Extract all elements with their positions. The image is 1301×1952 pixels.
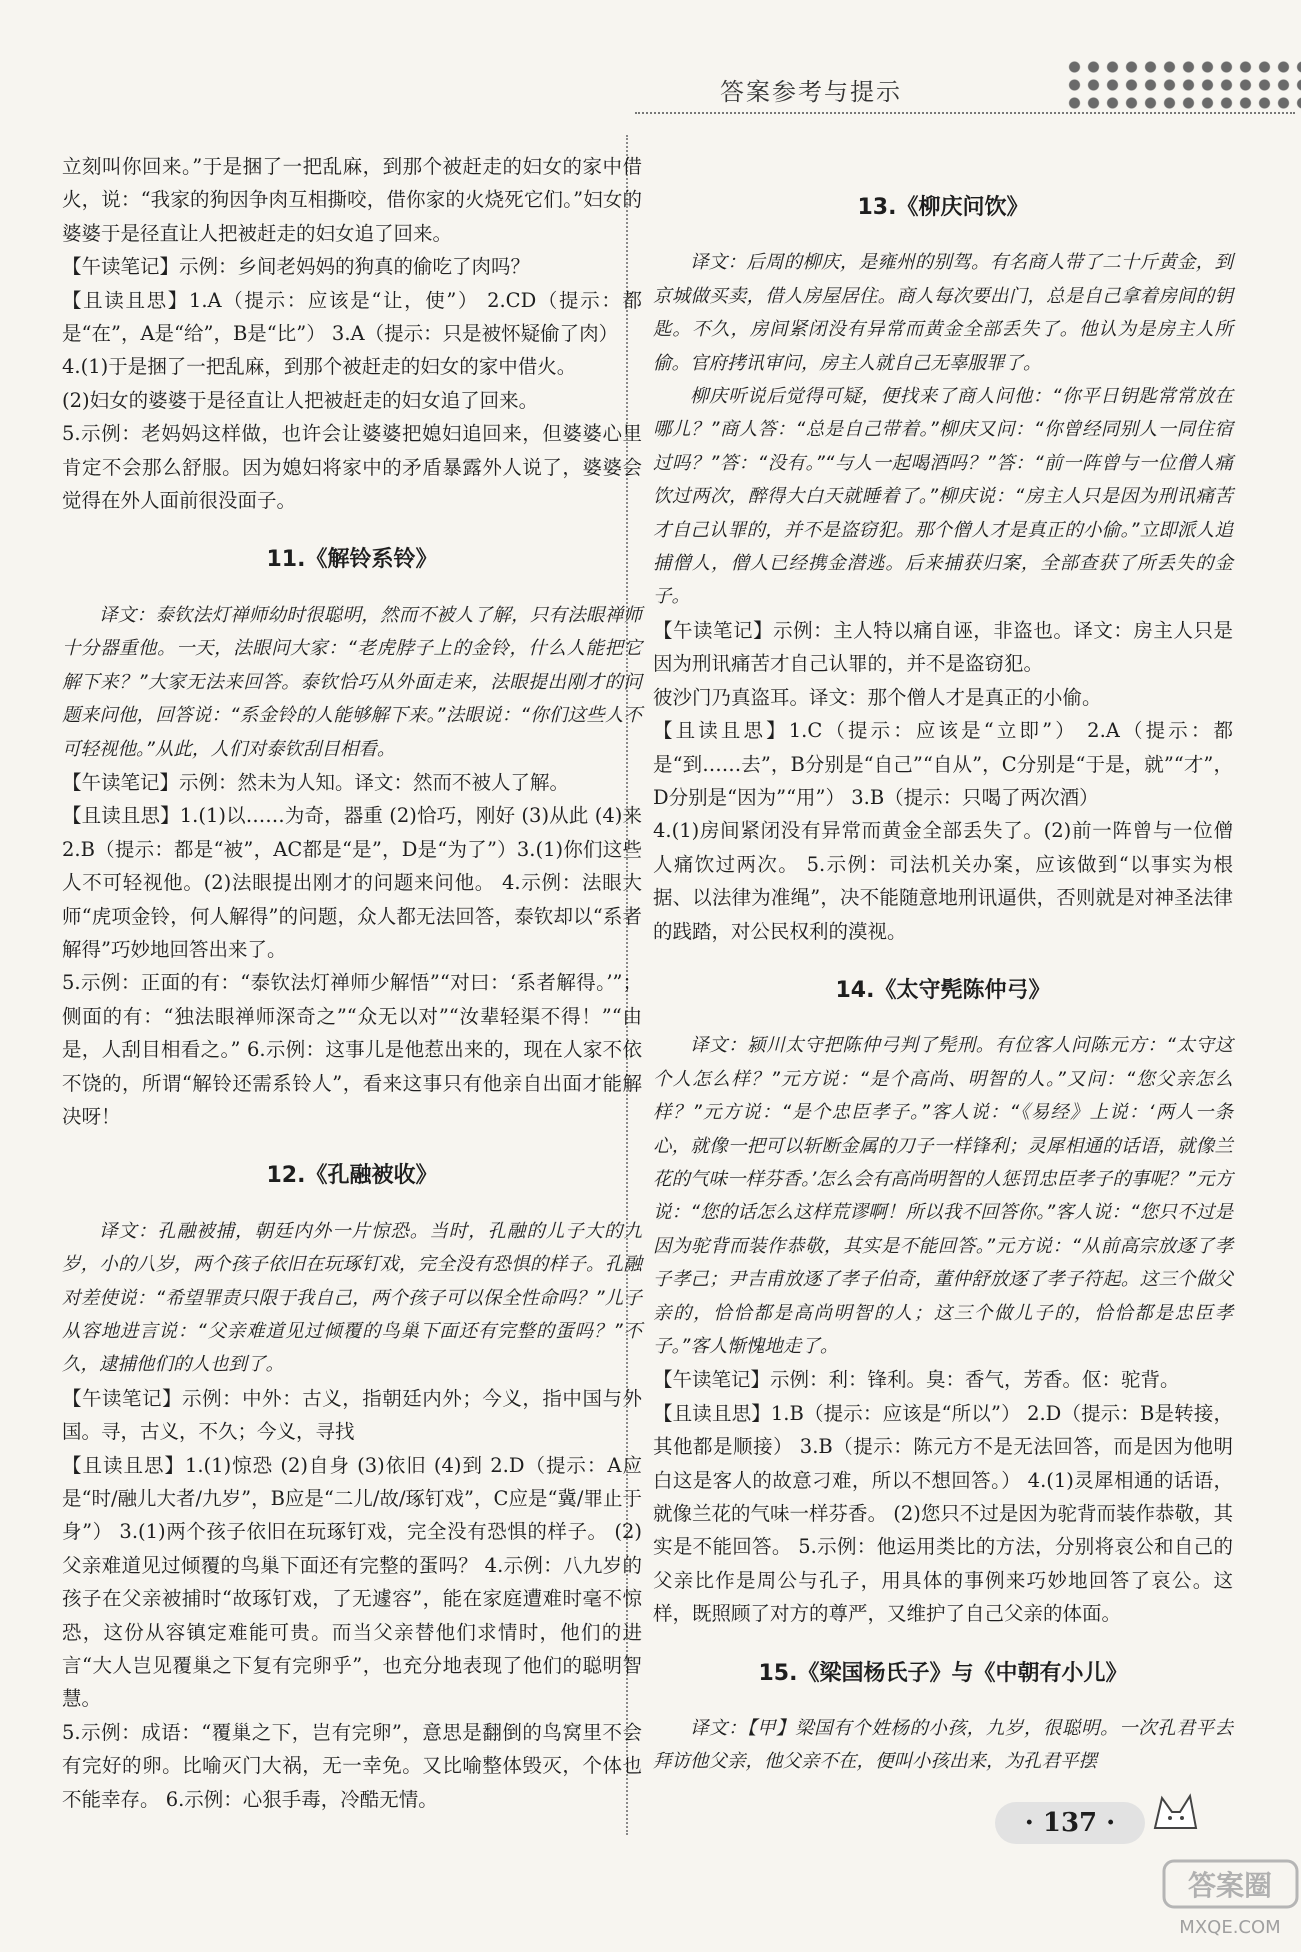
section-title: 12.《孔融被收》 xyxy=(266,1163,438,1189)
answer-paragraph: 【午读笔记】示例：中外：古义，指朝廷内外；今义，指中国与外国。寻，古义，不久；今义，寻找 xyxy=(62,1386,642,1444)
answer-paragraph: (2)妇女的婆婆于是径直让人把被赶走的妇女追了回来。 xyxy=(62,388,539,412)
page-number: · 137 · xyxy=(995,1802,1145,1844)
answer-paragraph: 【午读笔记】示例：然未为人知。译文：然而不被人了解。 xyxy=(62,770,570,794)
running-head: 答案参考与提示 xyxy=(720,78,902,106)
translation-paragraph: 译文：颍川太守把陈仲弓判了髡刑。有位客人问陈元方：“太守这个人怎么样？”元方说：“是个高尚、明智的人。”又问：“您父亲怎么样？”元方说：“是个忠臣孝子。”客人说：“《易经》上说：‘两人一条心，就像一把可以斩断金属的刀子一样锋利；灵犀相通的话语，就像兰花的气味一样芬香。’怎么会有高尚明智的人惩罚忠臣孝子的事呢？”元方说：“您的话怎么这样荒谬啊！所以我不回答你。”客人说：“您只不过是因为驼背而装作恭敬，其实是不能回答。”元方说：“从前高宗放逐了孝子孝己；尹吉甫放逐了孝子伯奇，董仲舒放逐了孝子符起。这三个做父亲的，恰恰都是高尚明智的人；这三个做儿子的，恰恰都是忠臣孝子。”客人惭愧地走了。 xyxy=(653,1035,1233,1357)
answer-paragraph: 5.示例：成语：“覆巢之下，岂有完卵”，意思是翻倒的鸟窝里不会有完好的卵。比喻灭门大祸，无一幸免。又比喻整体毁灭，个体也不能幸存。 6.示例：心狠手毒，冷酷无情。 xyxy=(62,1720,642,1811)
translation-paragraph: 译文：后周的柳庆，是雍州的别驾。有名商人带了二十斤黄金，到京城做买卖，借人房屋居住。商人每次要出门，总是自己拿着房间的钥匙。不久，房间紧闭没有异常而黄金全部丢失了。他认为是房主人所偷。官府拷讯审问，房主人就自己无辜服罪了。 xyxy=(653,252,1233,374)
answer-paragraph: 5.示例：老妈妈这样做，也许会让婆婆把媳妇追回来，但婆婆心里肯定不会那么舒服。因为媳妇将家中的矛盾暴露外人说了，婆婆会觉得在外人面前很没面子。 xyxy=(62,422,642,513)
section-title: 15.《梁国杨氏子》与《中朝有小儿》 xyxy=(758,1660,1128,1686)
section-title: 13.《柳庆问饮》 xyxy=(857,195,1029,220)
header-rule xyxy=(635,112,1295,114)
answer-paragraph: 【且读且思】1.A（提示：应该是“让，使”） 2.CD（提示：都是“在”，A是“给”，B是“比”） 3.A（提示：只是被怀疑偷了肉） xyxy=(62,288,642,346)
decorative-dots xyxy=(1065,58,1301,112)
answer-paragraph: 【且读且思】1.B（提示：应该是“所以”） 2.D（提示：B是转接，其他都是顺接） 3.B（提示：陈元方不是无法回答，而是因为他明白这是客人的故意刁难，所以不想回答。） 4.(1)灵犀相通的话语，就像兰花的气味一样芬香。 (2)您只不过是因为驼背而装作恭敬，其实是不能回答。 5.示例：他运用类比的方法，分别将哀公和自己的父亲比作是周公与孔子，用具体的事例来巧妙地回答了哀公。这样，既照顾了对方的尊严，又维护了自己父亲的体面。 xyxy=(653,1401,1233,1626)
svg-text:答案圈: 答案圈 xyxy=(1187,1869,1273,1902)
svg-text:MXQE.COM: MXQE.COM xyxy=(1179,1917,1281,1938)
answer-paragraph: 【午读笔记】示例：利：锋利。臭：香气，芳香。伛：驼背。 xyxy=(653,1368,1180,1392)
right-column xyxy=(653,165,1233,1779)
translation-paragraph: 柳庆听说后觉得可疑，便找来了商人问他：“你平日钥匙常常放在哪儿？”商人答：“总是自己带着。”柳庆又问：“你曾经同别人一同住宿过吗？”答：“没有。”“与人一起喝酒吗？”答：“前一阵曾与一位僧人痛饮过两次，醉得大白天就睡着了。”柳庆说：“房主人只是因为刑讯痛苦才自己认罪的，并不是盗窃犯。那个僧人才是真正的小偷。”立即派人追捕僧人，僧人已经携金潜逃。后来捕获归案，全部查获了所丢失的金子。 xyxy=(653,386,1233,608)
answer-paragraph: 【午读笔记】示例：主人特以痛自诬，非盗也。译文：房主人只是因为刑讯痛苦才自己认罪的，并不是盗窃犯。 xyxy=(653,618,1233,676)
answer-paragraph: 【且读且思】1.(1)以……为奇，器重 (2)恰巧，刚好 (3)从此 (4)来 2.B（提示：都是“被”，AC都是“是”，D是“为了”）3.(1)你们这些人不可轻视他。(2)法眼提出刚才的问题来问他。 4.示例：法眼大师“虎项金铃，何人解得”的问题，众人都无法回答，泰钦却以“系者解得”巧妙地回答出来了。 xyxy=(62,804,642,961)
answer-paragraph: 【且读且思】1.(1)惊恐 (2)自身 (3)依旧 (4)到 2.D（提示：A应是“时/融儿大者/九岁”，B应是“二儿/故/琢钉戏”，C应是“冀/罪止于身”） 3.(1)两个孩子依旧在玩琢钉戏，完全没有恐惧的样子。 (2)父亲难道见过倾覆的鸟巢下面还有完整的蛋吗？ 4.示例：八九岁的孩子在父亲被捕时“故琢钉戏，了无遽容”，能在家庭遭难时毫不惊恐，这份从容镇定难能可贵。而当父亲替他们求情时，他们的进言“大人岂见覆巢之下复有完卵乎”，也充分地表现了他们的聪明智慧。 xyxy=(62,1453,642,1711)
answer-paragraph: 立刻叫你回来。”于是捆了一把乱麻，到那个被赶走的妇女的家中借火，说：“我家的狗因争肉互相撕咬，借你家的火烧死它们。”妇女的婆婆于是径直让人把被赶走的妇女追了回来。 xyxy=(62,155,642,245)
section-title: 14.《太守髡陈仲弓》 xyxy=(835,977,1051,1003)
translation-paragraph: 译文：泰钦法灯禅师幼时很聪明，然而不被人了解，只有法眼禅师十分器重他。一天，法眼问大家：“老虎脖子上的金铃，什么人能把它解下来？”大家无法来回答。泰钦恰巧从外面走来，法眼提出刚才的问题来问他，回答说：“系金铃的人能够解下来。”法眼说：“你们这些人不可轻视他。”从此，人们对泰钦刮目相看。 xyxy=(62,604,642,760)
answer-paragraph: 4.(1)于是捆了一把乱麻，到那个被赶走的妇女的家中借火。 xyxy=(62,355,577,379)
left-column xyxy=(62,150,642,1816)
page-header xyxy=(0,0,1301,115)
answer-paragraph: 4.(1)房间紧闭没有异常而黄金全部丢失了。(2)前一阵曾与一位僧人痛饮过两次。 5.示例：司法机关办案，应该做到“以事实为根据、以法律为准绳”，决不能随意地刑讯逼供，否则就是对神圣法律的践踏，对公民权利的漠视。 xyxy=(653,819,1233,943)
answer-paragraph: 【午读笔记】示例：乡间老妈妈的狗真的偷吃了肉吗？ xyxy=(62,255,531,279)
answer-paragraph: 5.示例：正面的有：“泰钦法灯禅师少解悟”“对曰：‘系者解得。’”；侧面的有：“独法眼禅师深奇之”“众无以对”“汝辈轻渠不得！”“由是，人刮目相看之。” 6.示例：这事儿是他惹出来的，现在人家不依不饶的，所谓“解铃还需系铃人”，看来这事只有他亲自出面才能解决呀！ xyxy=(62,971,642,1128)
translation-paragraph: 译文：【甲】梁国有个姓杨的小孩，九岁，很聪明。一次孔君平去拜访他父亲，他父亲不在，便叫小孩出来，为孔君平摆 xyxy=(653,1718,1233,1773)
watermark-logo xyxy=(1160,1855,1301,1945)
section-title: 11.《解铃系铃》 xyxy=(266,547,438,573)
translation-paragraph: 译文：孔融被捕，朝廷内外一片惊恐。当时，孔融的儿子大的九岁，小的八岁，两个孩子依旧在玩琢钉戏，完全没有恐惧的样子。孔融对差使说：“希望罪责只限于我自己，两个孩子可以保全性命吗？”儿子从容地进言说：“父亲难道见过倾覆的鸟巢下面还有完整的蛋吗？”不久，逮捕他们的人也到了。 xyxy=(62,1220,642,1376)
answer-paragraph: 【且读且思】1.C（提示：应该是“立即”） 2.A（提示：都是“到……去”，B分别是“自己”“自从”，C分别是“于是，就”“才”，D分别是“因为”“用”） 3.B（提示：只喝了两次酒） xyxy=(653,719,1233,809)
answer-paragraph: 彼沙门乃真盗耳。译文：那个僧人才是真正的小偷。 xyxy=(653,685,1102,709)
cat-icon xyxy=(1150,1790,1200,1830)
